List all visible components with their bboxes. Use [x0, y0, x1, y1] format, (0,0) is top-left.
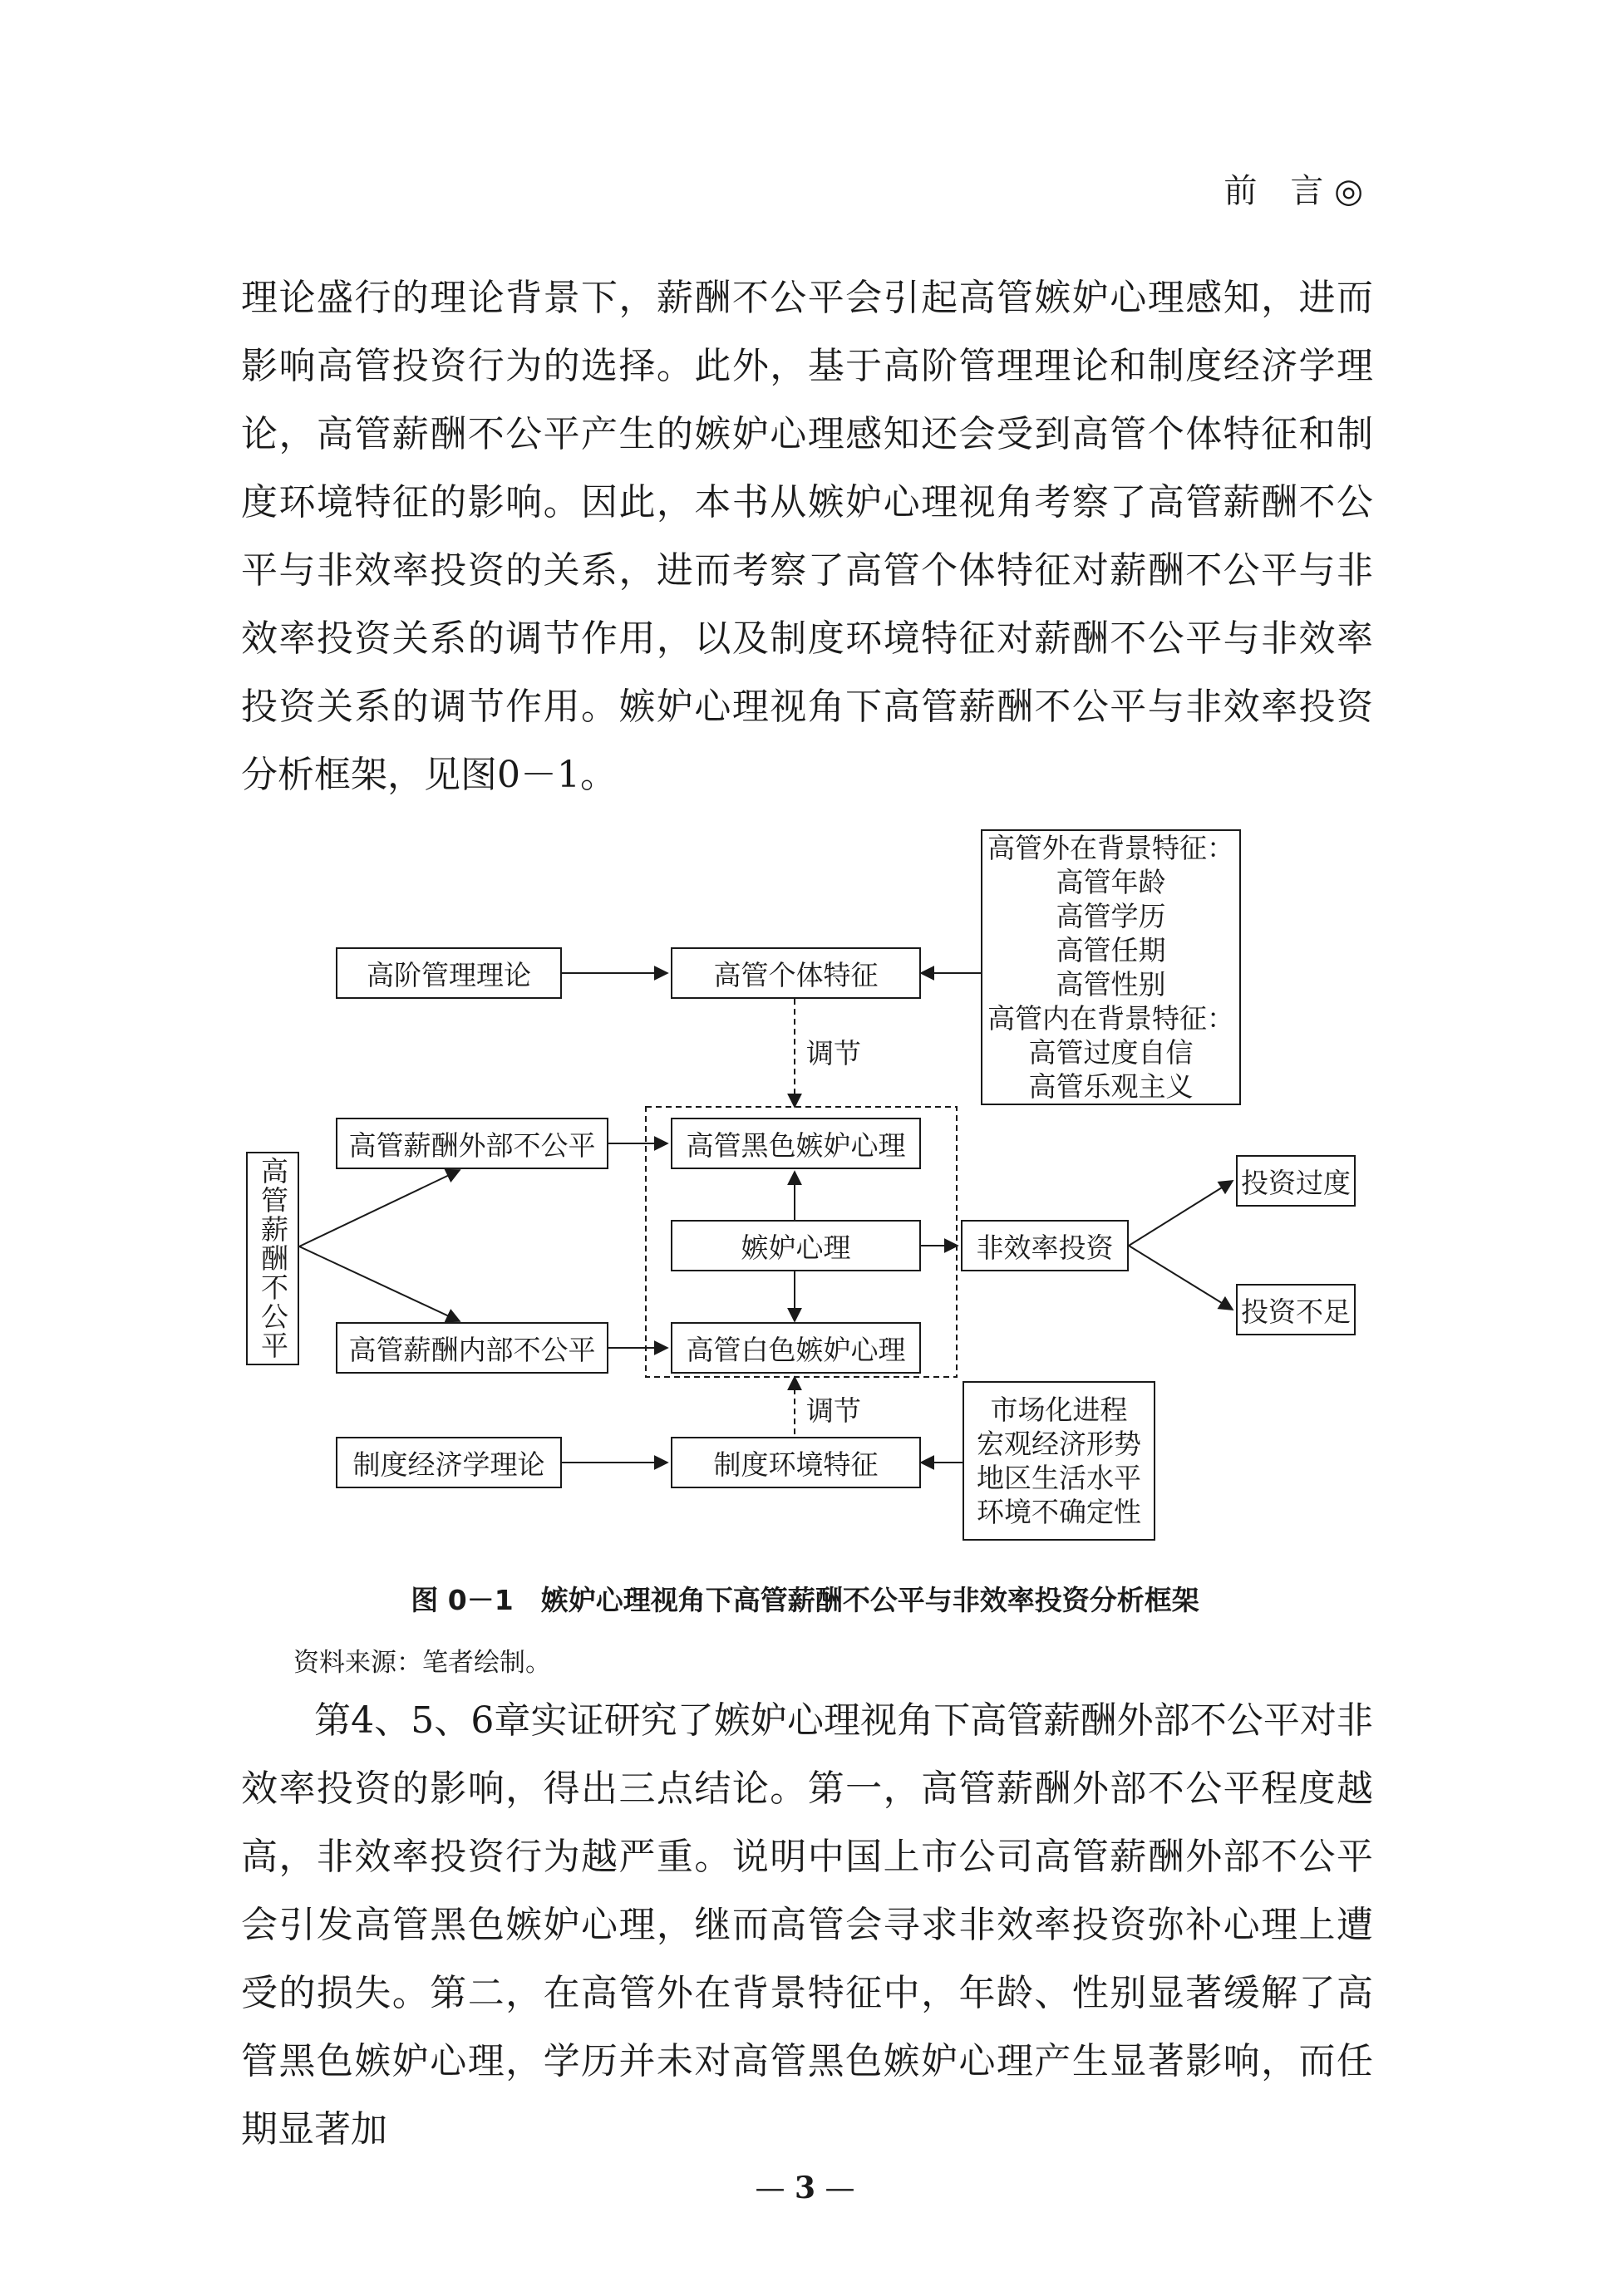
inst-factors-box — [963, 1381, 1155, 1541]
bg-line: 高管任期 — [1056, 934, 1166, 966]
individual-traits-box: 高管个体特征 — [671, 947, 921, 999]
inst-line: 市场化进程 — [990, 1394, 1128, 1426]
framework-diagram — [241, 823, 1373, 1554]
arrow-to-over-invest — [1129, 1181, 1233, 1246]
vertical-box-text: 高管薪酬不公平 — [257, 1157, 289, 1360]
paragraph-1: 理论盛行的理论背景下，薪酬不公平会引起高管嫉妒心理感知，进而影响高管投资行为的选择。此外，基于高阶管理理论和制度经济学理论，高管薪酬不公平产生的嫉妒心理感知还会受到高管个体特征和制度环境特征的影响。因此，本书从嫉妒心理视角考察了高管薪酬不公平与非效率投资的关系，进而考察了高管个体特征对薪酬不公平与非效率投资关系的调节作用，以及制度环境特征对薪酬不公平与非效率投资关系的调节作用。嫉妒心理视角下高管薪酬不公平与非效率投资分析框架，见图0－1。 — [241, 277, 1373, 796]
inst-line: 宏观经济形势 — [977, 1428, 1141, 1460]
arrow-to-under-invest — [1129, 1246, 1233, 1310]
under-investment-box: 投资不足 — [1236, 1284, 1356, 1335]
arrow-fork-external — [299, 1170, 460, 1246]
bg-line: 高管内在背景特征： — [987, 1002, 1234, 1035]
external-unfairness-box: 高管薪酬外部不公平 — [336, 1118, 608, 1169]
black-envy-box: 高管黑色嫉妒心理 — [671, 1118, 921, 1169]
arrow-fork-internal — [299, 1246, 460, 1321]
exec-background-box — [981, 829, 1241, 1105]
bg-line: 高管学历 — [1056, 900, 1166, 932]
white-envy-box: 高管白色嫉妒心理 — [671, 1322, 921, 1374]
over-investment-box: 投资过度 — [1236, 1155, 1356, 1207]
bg-line: 高管外在背景特征： — [987, 832, 1234, 864]
inst-econ-theory-box: 制度经济学理论 — [336, 1437, 562, 1488]
figure-source: 资料来源：笔者绘制。 — [293, 1648, 551, 1678]
inst-env-box: 制度环境特征 — [671, 1437, 921, 1488]
moderate-top-label: 调节 — [806, 1037, 861, 1069]
page-number: — 3 — — [755, 2171, 855, 2205]
inst-line: 环境不确定性 — [977, 1496, 1141, 1528]
running-header — [1224, 165, 1363, 212]
bg-line: 高管性别 — [1056, 968, 1166, 1001]
paragraph-2: 第4、5、6章实证研究了嫉妒心理视角下高管薪酬外部不公平对非效率投资的影响，得出三点结论。第一，高管薪酬外部不公平程度越高，非效率投资行为越严重。说明中国上市公司高管薪酬外部不公平会引发高管黑色嫉妒心理，继而高管会寻求非效率投资弥补心理上遭受的损失。第二，在高管外在背景特征中，年龄、性别显著缓解了高管黑色嫉妒心理，学历并未对高管黑色嫉妒心理产生显著影响，而任期显著加 — [241, 1699, 1373, 2151]
inefficient-investment-box: 非效率投资 — [961, 1220, 1129, 1271]
figure-caption: 图 0－1 嫉妒心理视角下高管薪酬不公平与非效率投资分析框架 — [411, 1584, 1199, 1616]
bg-line: 高管过度自信 — [1028, 1036, 1194, 1069]
envy-box: 嫉妒心理 — [671, 1220, 921, 1271]
high-order-theory-box: 高阶管理理论 — [336, 947, 562, 999]
inst-line: 地区生活水平 — [977, 1462, 1141, 1494]
bg-line: 高管年龄 — [1056, 866, 1166, 898]
page-number-value: 3 — [794, 2171, 816, 2205]
header-title: 前 言 — [1224, 172, 1324, 210]
moderate-bottom-label: 调节 — [806, 1394, 861, 1427]
header-mark: ◎ — [1334, 172, 1363, 210]
bg-line: 高管乐观主义 — [1028, 1070, 1194, 1103]
exec-pay-unfairness-box — [246, 1152, 299, 1365]
internal-unfairness-box: 高管薪酬内部不公平 — [336, 1322, 608, 1374]
